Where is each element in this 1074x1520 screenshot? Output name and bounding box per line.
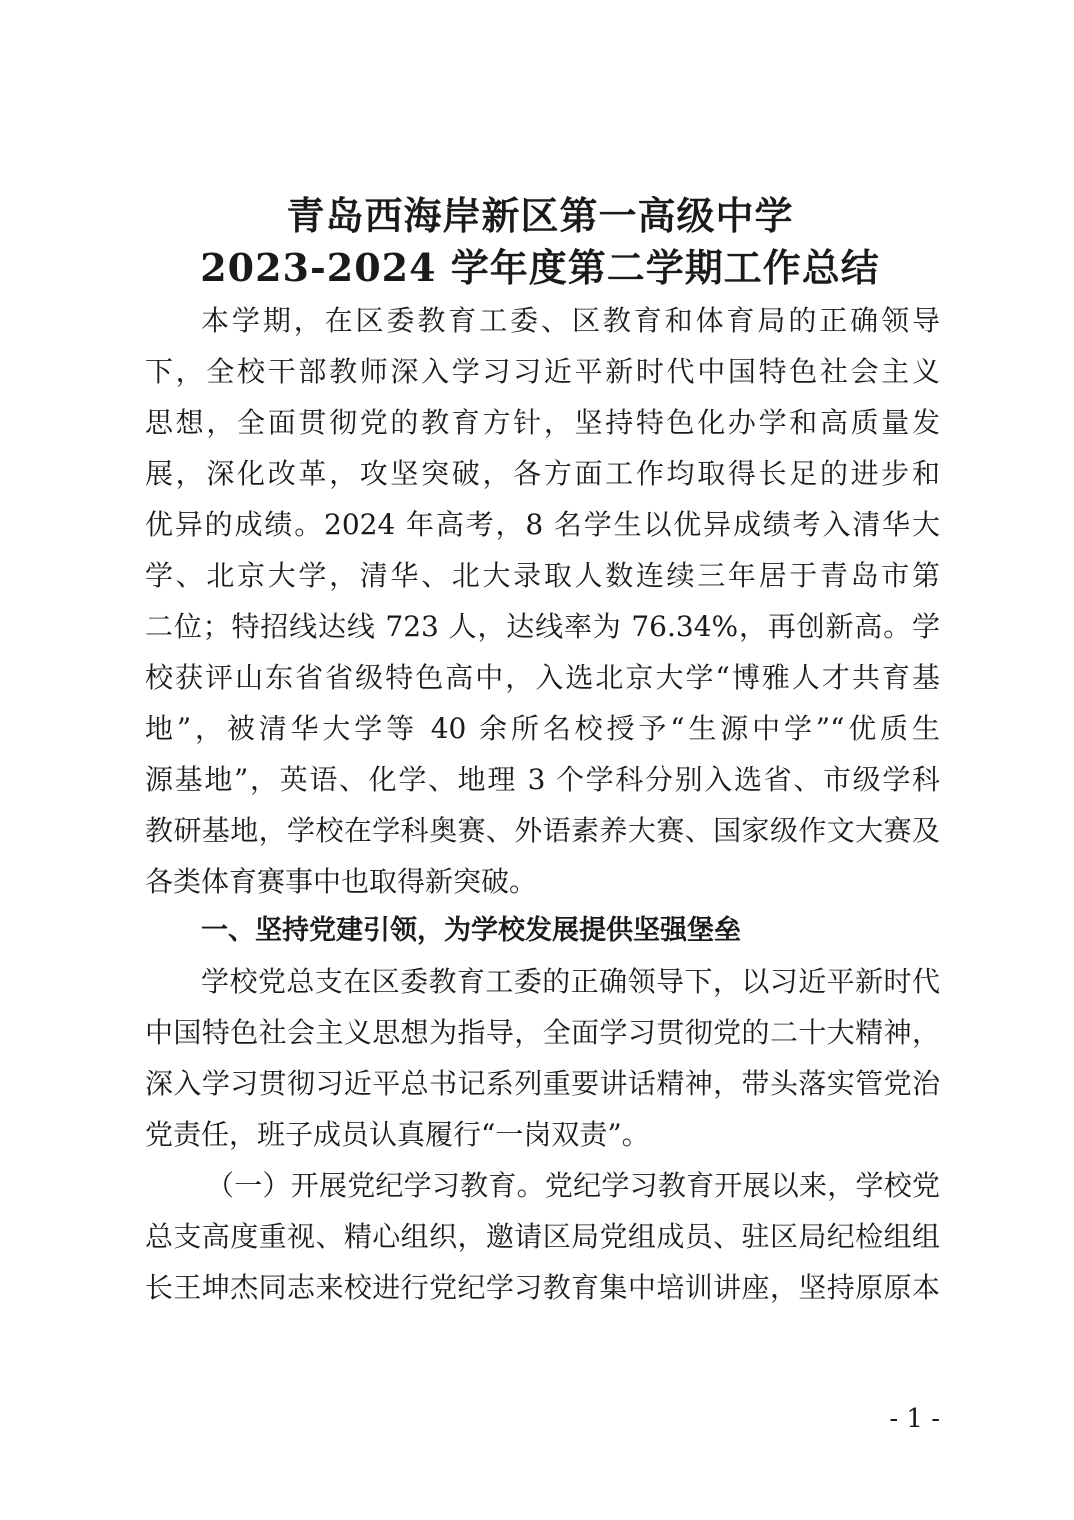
section-line: 党责任，班子成员认真履行“一岗双责”。 (145, 1118, 650, 1151)
intro-line: 源基地”，英语、化学、地理 3 个学科分别入选省、市级学科 (145, 763, 940, 796)
document-title-line-1: 青岛西海岸新区第一高级中学 (286, 193, 794, 238)
intro-line: 二位；特招线达线 723 人，达线率为 76.34%，再创新高。学 (145, 610, 940, 643)
subsection-line: （一）开展党纪学习教育。党纪学习教育开展以来，学校党 (206, 1169, 940, 1202)
section-line: 中国特色社会主义思想为指导，全面学习贯彻党的二十大精神， (145, 1016, 940, 1049)
subsection-line: 总支高度重视、精心组织，邀请区局党组成员、驻区局纪检组组 (145, 1220, 940, 1253)
subsection-line: 长王坤杰同志来校进行党纪学习教育集中培训讲座，坚持原原本 (145, 1271, 940, 1304)
intro-line: 地”，被清华大学等 40 余所名校授予“生源中学”“优质生 (145, 712, 940, 745)
intro-line: 本学期，在区委教育工委、区教育和体育局的正确领导 (201, 304, 940, 337)
intro-line: 教研基地，学校在学科奥赛、外语素养大赛、国家级作文大赛及 (145, 814, 940, 847)
document-title-line-2: 2023-2024 学年度第二学期工作总结 (200, 245, 880, 290)
section-heading: 一、坚持党建引领，为学校发展提供坚强堡垒 (201, 915, 741, 946)
intro-line: 展，深化改革，攻坚突破，各方面工作均取得长足的进步和 (145, 457, 940, 490)
intro-line: 各类体育赛事中也取得新突破。 (145, 865, 538, 898)
intro-line: 校获评山东省省级特色高中，入选北京大学“博雅人才共育基 (145, 661, 940, 694)
section-line: 学校党总支在区委教育工委的正确领导下，以习近平新时代 (201, 965, 940, 998)
intro-line: 思想，全面贯彻党的教育方针，坚持特色化办学和高质量发 (145, 406, 940, 439)
intro-line: 下，全校干部教师深入学习习近平新时代中国特色社会主义 (145, 355, 940, 388)
intro-line: 优异的成绩。2024 年高考，8 名学生以优异成绩考入清华大 (145, 508, 940, 541)
page-number: - 1 - (889, 1404, 940, 1434)
section-line: 深入学习贯彻习近平总书记系列重要讲话精神，带头落实管党治 (145, 1067, 940, 1100)
intro-line: 学、北京大学，清华、北大录取人数连续三年居于青岛市第 (145, 559, 940, 592)
